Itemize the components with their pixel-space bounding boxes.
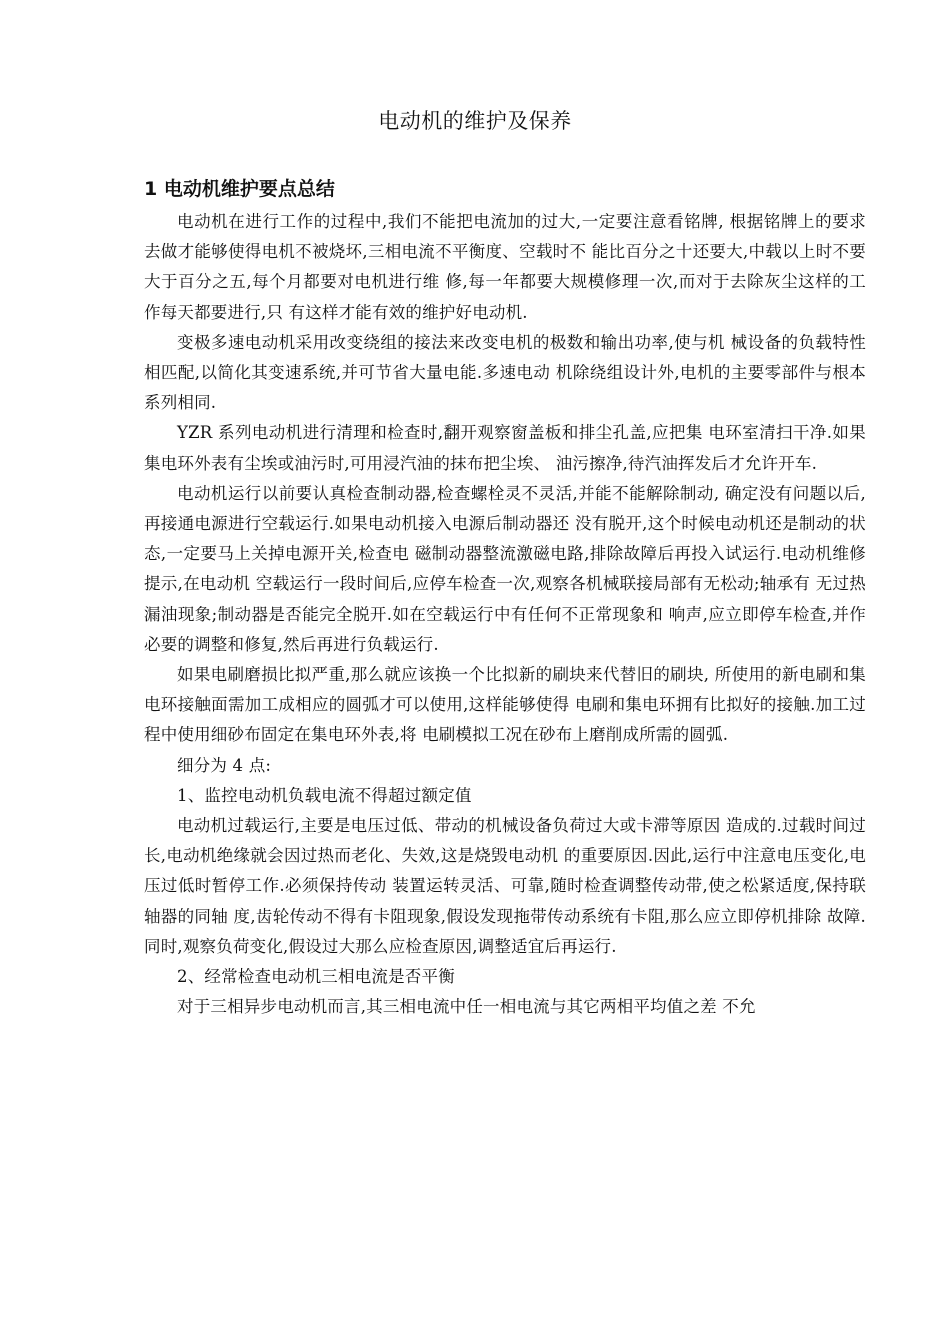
paragraph-brush-replacement: 如果电刷磨损比拟严重,那么就应该换一个比拟新的刷块来代替旧的刷块, 所使用的新电刷和集电环接触面需加工成相应的圆弧才可以使用,这样能够使得 电刷和集电环拥有比拟好的接触.加工过程中使用细砂布固定在集电环外表,将 电刷模拟工况在砂布上磨削成所需的圆弧. [144,665,866,745]
paragraph-brake-check: 电动机运行以前要认真检查制动器,检查螺栓灵不灵活,并能不能解除制动, 确定没有问题以后,再接通电源进行空载运行.如果电动机接入电源后制动器还 没有脱开,这个时候电动机还是制动的状态,一定要马上关掉电源开关,检查电 磁制动器整流激磁电路,排除故障后再投入试运行.电动机维修提示,在电动机 空载运行一段时间后,应停车检查一次,观察各机械联接局部有无松动;轴承有 无过热漏油现象;制动器是否能完全脱开.如在空载运行中有任何不正常现象和 响声,应立即停车检查,并作必要的调整和修复,然后再进行负载运行. [144,483,866,654]
paragraph-four-points: 细分为 4 点: [177,755,272,775]
paragraph-three-phase-current: 对于三相异步电动机而言,其三相电流中任一相电流与其它两相平均值之差 不允 [177,997,756,1017]
point-heading-load-current: 1、监控电动机负载电流不得超过额定值 [177,785,472,805]
document-title: 电动机的维护及保养 [378,109,572,133]
paragraph-multispeed-motor: 变极多速电动机采用改变绕组的接法来改变电机的极数和输出功率,使与机 械设备的负载特性相匹配,以简化其变速系统,并可节省大量电能.多速电动 机除绕组设计外,电机的主要零部件与根本系列相同. [144,332,866,413]
paragraph-current-maintenance: 电动机在进行工作的过程中,我们不能把电流加的过大,一定要注意看铭牌, 根据铭牌上的要求去做才能够使得电机不被烧坏,三相电流不平衡度、空载时不 能比百分之十还要大,中载以上时不要大于百分之五,每个月都要对电机进行维 修,每一年都要大规模修理一次,而对于去除灰尘这样的工作每天都要进行,只 有这样才能有效的维护好电动机. [144,212,866,322]
section-heading: 1 电动机维护要点总结 [144,178,335,200]
paragraph-yzr-cleaning: YZR 系列电动机进行清理和检查时,翻开观察窗盖板和排尘孔盖,应把集 电环室清扫干净.如果集电环外表有尘埃或油污时,可用浸汽油的抹布把尘埃、 油污擦净,待汽油挥发后才允许开车. [144,423,866,473]
paragraph-overload: 电动机过载运行,主要是电压过低、带动的机械设备负荷过大或卡滞等原因 造成的.过载时间过长,电动机绝缘就会因过热而老化、失效,这是烧毁电动机 的重要原因.因此,运行中注意电压变化,电压过低时暂停工作.必须保持传动 装置运转灵活、可靠,随时检查调整传动带,使之松紧适度,保持联轴器的同轴 度,齿轮传动不得有卡阻现象,假设发现拖带传动系统有卡阻,那么应立即停机排除 故障.同时,观察负荷变化,假设过大那么应检查原因,调整适宜后再运行. [144,816,866,956]
point-heading-three-phase: 2、经常检查电动机三相电流是否平衡 [177,967,455,987]
document-body [144,207,866,1022]
